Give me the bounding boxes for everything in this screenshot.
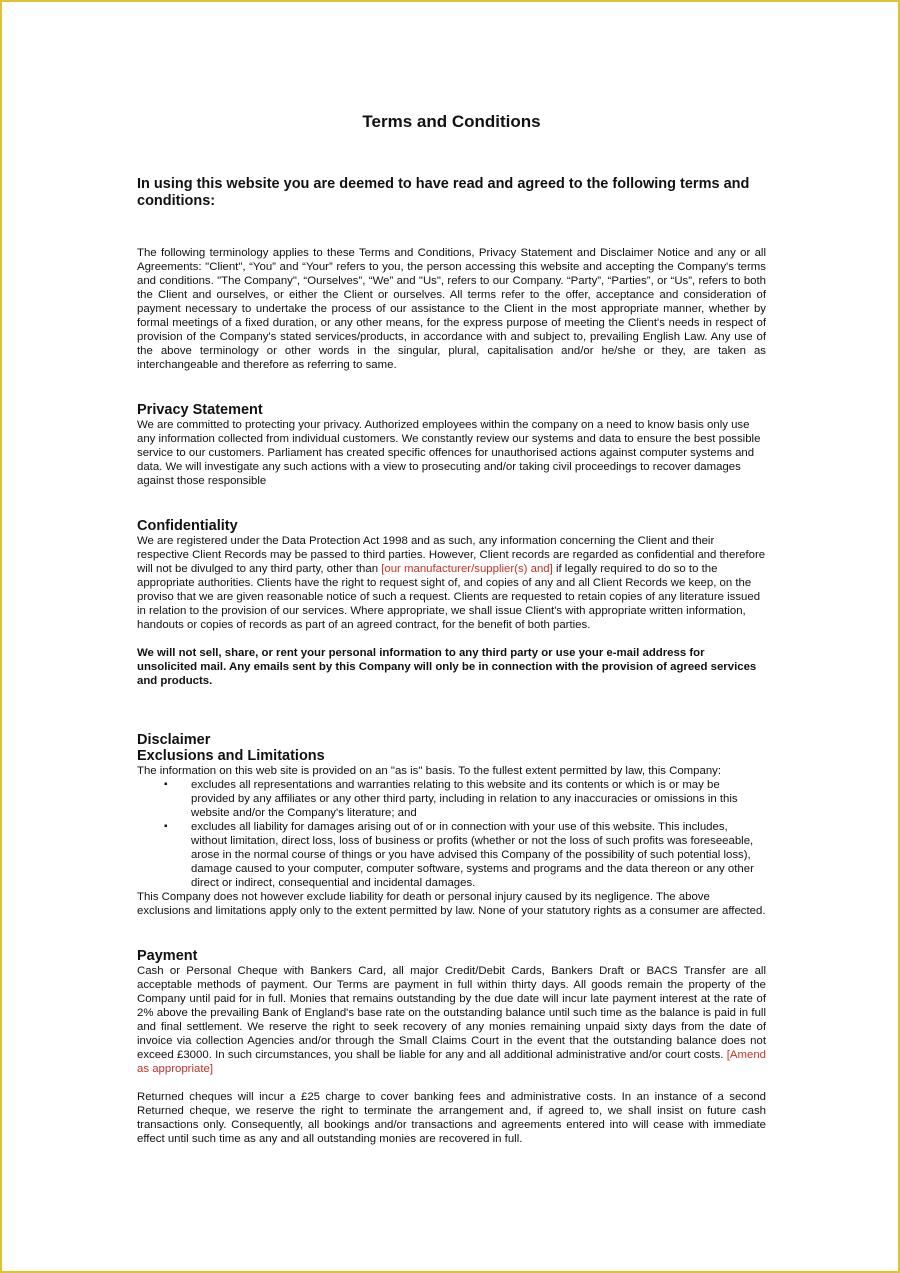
square-bullet-icon: ▪ [164, 779, 168, 790]
square-bullet-icon: ▪ [164, 821, 168, 832]
confidentiality-text-after: if legally required to do so to the appropriate authorities. Clients have the right to request sight of, and copies of any and all Client Records we keep, on the proviso that we are given reasonable notice of such a request. Clients are requested to retain copies of any literature issued in relation to the provision of our services. Where appropriate, we shall issue Client's with appropriate written information, handouts or copies of records as part of an agreed contract, for the benefit of both parties. [137, 563, 761, 631]
confidentiality-heading: Confidentiality [137, 518, 238, 534]
list-item [164, 778, 766, 820]
disclaimer-intro: The information on this web site is provided on an "as is" basis. To the fullest extent permitted by law, this Company: [137, 765, 722, 777]
payment-paragraph [137, 964, 766, 1076]
exclusions-list [137, 778, 766, 890]
disclaimer-heading: Disclaimer [137, 732, 211, 748]
terminology-paragraph: The following terminology applies to these Terms and Conditions, Privacy Statement and Disclaimer Notice and any or all Agreements: "Client", “You” and “Your” refers to you, the person accessing this website and accepting the Company's terms and conditions. "The Company", “Ourselves”, “We” and "Us", refers to our Company. “Party”, “Parties”, or “Us”, refers to both the Client and ourselves, or either the Client or ourselves. All terms refer to the offer, acceptance and consideration of payment necessary to undertake the process of our assistance to the Client in the most appropriate manner, whether by formal meetings of a fixed duration, or any other means, for the express purpose of meeting the Client's needs in respect of provision of the Company's stated services/products, in accordance with and subject to, prevailing English Law. Any use of the above terminology or other words in the singular, plural, capitalisation and/or he/she or they, are taken as interchangeable and therefore as referring to same. [137, 247, 766, 371]
amend-placeholder: [Amend as appropriate] [137, 1049, 766, 1075]
no-sharing-notice: We will not sell, share, or rent your personal information to any third party or use your e-mail address for unsolicited mail. Any emails sent by this Company will only be in connection with the provision of agreed services and products. [137, 647, 757, 687]
list-item-text: excludes all representations and warranties relating to this website and its contents or which is or may be provided by any affiliates or any other third party, including in relation to any inaccuracies or omissions in this website and/or the Company's literature; and [191, 779, 738, 819]
returned-cheques-paragraph: Returned cheques will incur a £25 charge to cover banking fees and administrative costs. In an instance of a second Returned cheque, we reserve the right to terminate the arrangement and, if agreed to, we shall insist on future cash transactions only. Consequently, all bookings and/or transactions and agreements entered into will cease with immediate effect until such time as any and all outstanding monies are recovered in full. [137, 1091, 766, 1145]
supplier-placeholder: [our manufacturer/supplier(s) and] [381, 563, 553, 575]
disclaimer-closing: This Company does not however exclude liability for death or personal injury caused by its negligence. The above exclusions and limitations apply only to the extent permitted by law. None of your statutory rights as a consumer are affected. [137, 891, 766, 917]
lead-statement: In using this website you are deemed to have read and agreed to the following terms and conditions: [137, 176, 750, 209]
privacy-heading: Privacy Statement [137, 402, 263, 418]
payment-text: Cash or Personal Cheque with Bankers Card, all major Credit/Debit Cards, Bankers Draft or BACS Transfer are all acceptable methods of payment. Our Terms are payment in full within thirty days. All goods remain the property of the Company until paid for in full. Monies that remains outstanding by the due date will incur late payment interest at the rate of 2% above the prevailing Bank of England's base rate on the outstanding balance until such time as the balance is paid in full and final settlement. We reserve the right to seek recovery of any monies remaining unpaid sixty days from the date of invoice via collection Agencies and/or through the Small Claims Court in the event that the outstanding balance does not exceed £3000. In such circumstances, you shall be liable for any and all additional administrative and/or court costs. [137, 965, 766, 1061]
document-content [137, 112, 766, 1146]
page-title: Terms and Conditions [362, 112, 541, 131]
privacy-paragraph: We are committed to protecting your privacy. Authorized employees within the company on a need to know basis only use any information collected from individual customers. We constantly review our systems and data to ensure the best possible service to our customers. Parliament has created specific offences for unauthorised actions against computer systems and data. We will investigate any such actions with a view to prosecuting and/or taking civil proceedings to recover damages against those responsible [137, 419, 761, 487]
payment-heading: Payment [137, 948, 198, 964]
confidentiality-text-before: We are registered under the Data Protection Act 1998 and as such, any information concerning the Client and their respective Client Records may be passed to third parties. However, Client records are regarded as confidential and therefore will not be divulged to any third party, other than [137, 535, 766, 575]
exclusions-subheading: Exclusions and Limitations [137, 748, 325, 764]
list-item [164, 820, 766, 890]
list-item-text: excludes all liability for damages arising out of or in connection with your use of this website. This includes, without limitation, direct loss, loss of business or profits (whether or not the loss of such profits was foreseeable, arose in the normal course of things or you have advised this Company of the possibility of such potential loss), damage caused to your computer, computer software, systems and programs and the data thereon or any other direct or indirect, consequential and incidental damages. [191, 821, 754, 889]
confidentiality-paragraph [137, 534, 766, 632]
